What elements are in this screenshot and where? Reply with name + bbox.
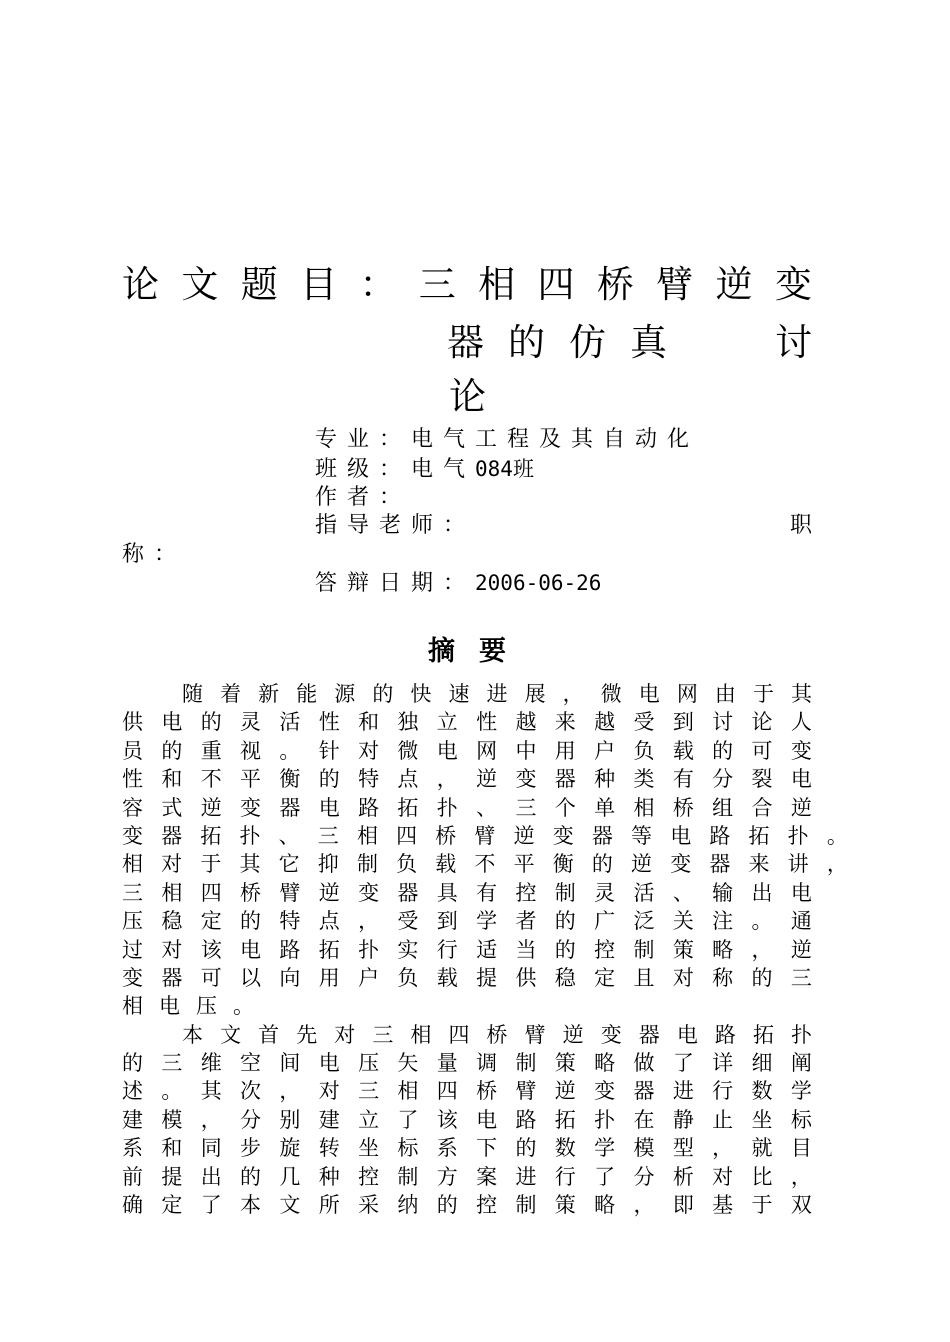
class-label: 班级：电气: [315, 457, 476, 482]
class-field: [315, 455, 534, 484]
thesis-title-line-1: [122, 263, 812, 307]
position-label-part2: 称：: [122, 542, 187, 567]
thesis-title-line-2: [447, 321, 812, 365]
abstract-line: 本 文 首 先 对 三 相 四 桥 臂 逆 变 器 电 路 拓 扑: [182, 1022, 812, 1047]
abstract-line: 相 电 压 。: [122, 994, 254, 1019]
title-char: 题: [240, 263, 278, 306]
abstract-line: 述 。 其 次 ， 对 三 相 四 桥 臂 逆 变 器 进 行 数 学: [122, 1079, 812, 1104]
defense-date-label: 答辩日期：: [315, 571, 476, 596]
abstract-line: 员 的 重 视 。 针 对 微 电 网 中 用 户 负 载 的 可 变: [122, 738, 812, 763]
title-char: 逆: [715, 263, 753, 306]
title-char: 臂: [656, 263, 694, 306]
advisor-field: 指导老师：: [315, 513, 476, 538]
abstract-line: 系 和 同 步 旋 转 坐 标 系 下 的 数 学 模 型 ， 就 目: [122, 1136, 812, 1161]
defense-date-value: 2006-06-26: [475, 571, 602, 595]
title-char: 相: [478, 263, 516, 306]
abstract-line: 性 和 不 平 衡 的 特 点 ， 逆 变 器 种 类 有 分 裂 电: [122, 767, 812, 792]
abstract-line: 建 模 ， 分 别 建 立 了 该 电 路 拓 扑 在 静 止 坐 标: [122, 1107, 812, 1132]
abstract-line: 容 式 逆 变 器 电 路 拓 扑 、 三 个 单 相 桥 组 合 逆: [122, 795, 812, 820]
title-char: 器: [447, 321, 484, 364]
abstract-heading: 摘要: [428, 636, 530, 667]
title-char: ：: [359, 263, 397, 306]
abstract-line: 供 电 的 灵 活 性 和 独 立 性 越 来 越 受 到 讨 论 人: [122, 710, 812, 735]
abstract-line: 随 着 新 能 源 的 快 速 进 展 ， 微 电 网 由 于 其: [182, 682, 812, 706]
title-char: 仿: [569, 321, 606, 364]
abstract-line: 变 器 拓 扑 、 三 相 四 桥 臂 逆 变 器 等 电 路 拓 扑 。: [122, 823, 848, 848]
abstract-line: 相 对 于 其 它 抑 制 负 载 不 平 衡 的 逆 变 器 来 讲 ，: [122, 852, 848, 877]
abstract-line: 压 稳 定 的 特 点 ， 受 到 学 者 的 广 泛 关 注 。 通: [122, 909, 812, 934]
major-field: 专业：电气工程及其自动化: [315, 427, 700, 452]
title-char: 目: [300, 263, 338, 306]
thesis-title-line-2-tail: 讨: [775, 321, 812, 364]
abstract-line: 三 相 四 桥 臂 逆 变 器 具 有 控 制 灵 活 、 输 出 电: [122, 880, 812, 905]
title-char: 变: [774, 263, 812, 306]
defense-date-field: [315, 569, 601, 598]
title-char: 真: [630, 321, 667, 364]
abstract-line: 确 定 了 本 文 所 采 纳 的 控 制 策 略 ， 即 基 于 双: [122, 1193, 812, 1218]
abstract-line: 的 三 维 空 间 电 压 矢 量 调 制 策 略 做 了 详 细 阐: [122, 1051, 812, 1076]
class-value: 084班: [475, 457, 534, 481]
abstract-body: [122, 680, 848, 1219]
abstract-line: 前 提 出 的 几 种 控 制 方 案 进 行 了 分 析 对 比 ，: [122, 1164, 812, 1189]
title-char: 论: [122, 263, 159, 306]
position-label-part1: 职: [790, 513, 813, 538]
author-field: 作者：: [315, 485, 412, 510]
abstract-line: 变 器 可 以 向 用 户 负 载 提 供 稳 定 且 对 称 的 三: [122, 965, 812, 990]
thesis-title-line-3: 论: [449, 375, 486, 418]
abstract-line: 过 对 该 电 路 拓 扑 实 行 适 当 的 控 制 策 略 ， 逆: [122, 937, 812, 962]
title-char: 三: [418, 263, 456, 306]
title-char: 的: [508, 321, 545, 364]
title-char: 桥: [596, 263, 634, 306]
title-char: 四: [537, 263, 575, 306]
title-char: 文: [181, 263, 219, 306]
